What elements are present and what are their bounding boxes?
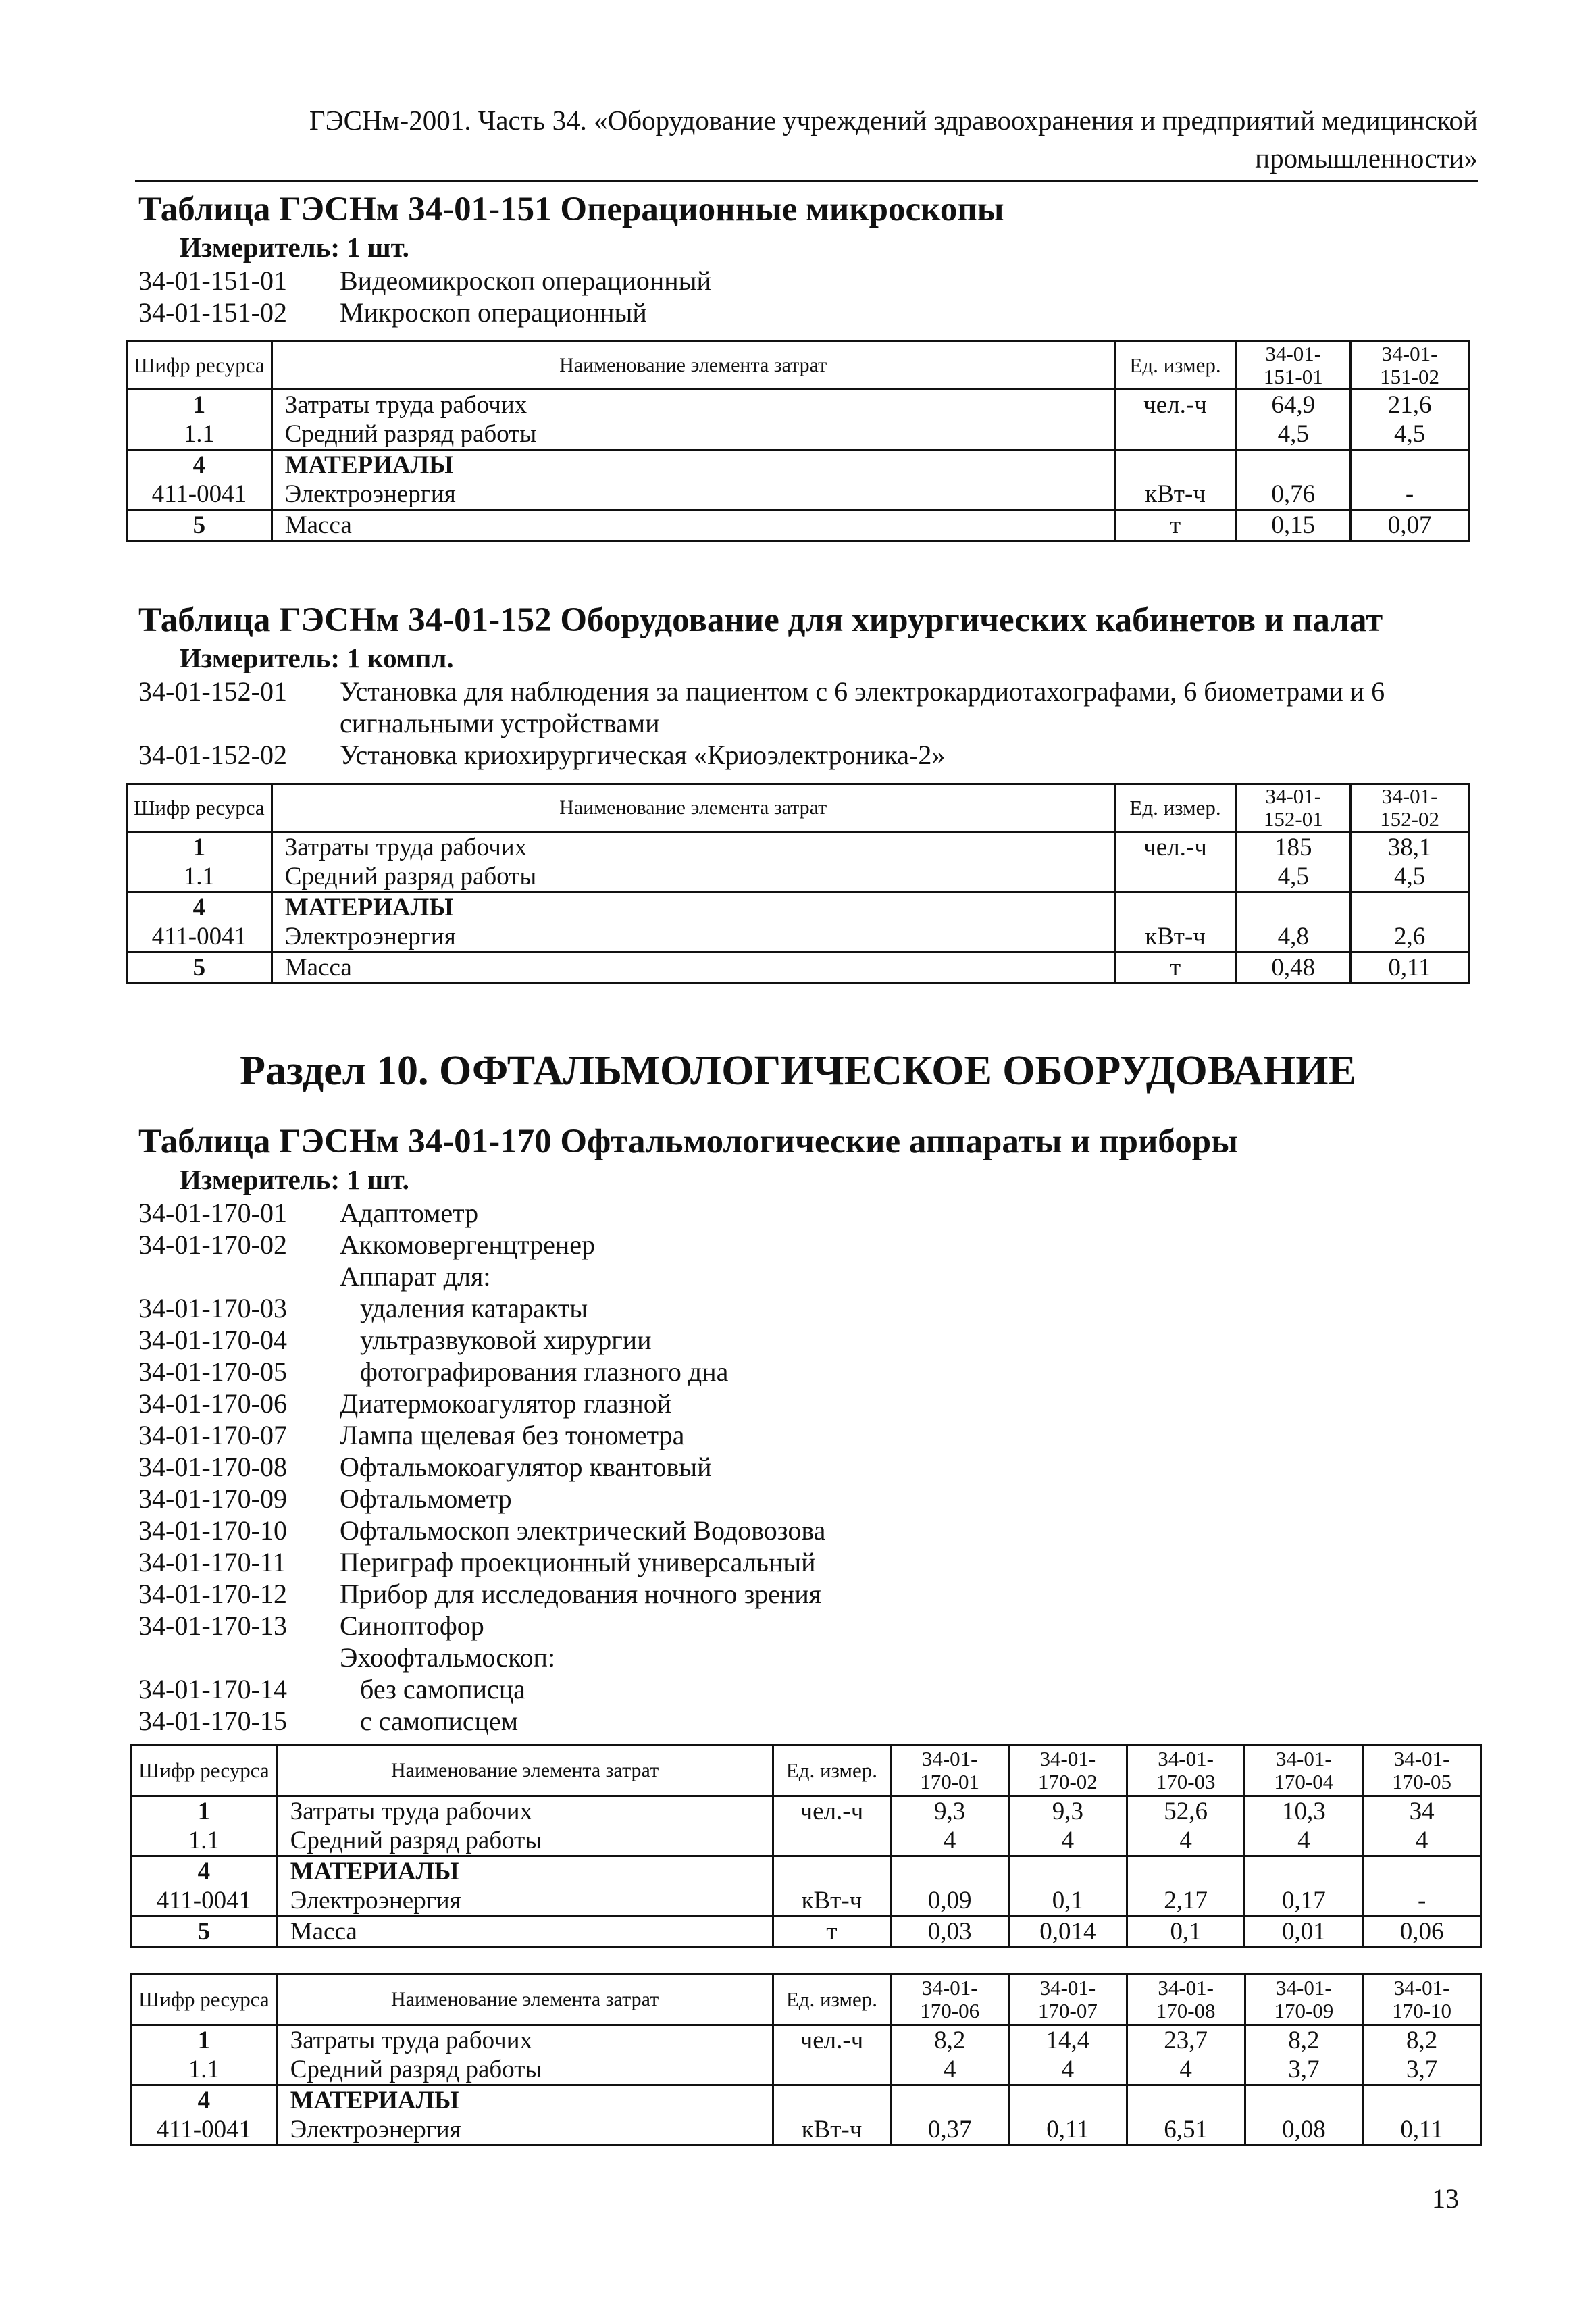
cell-name: МАТЕРИАЛЫ (277, 1856, 773, 1887)
header-rate-code (1009, 1745, 1127, 1796)
cell-value (1351, 450, 1469, 480)
cell-value: 0,06 (1363, 1916, 1481, 1948)
cell-value: 9,3 (1009, 1796, 1127, 1827)
item-code: 34-01-170-03 (138, 1293, 287, 1323)
rate-code-part: 170-01 (920, 1769, 980, 1794)
item-code (138, 1261, 340, 1292)
cell-value: 14,4 (1009, 2025, 1127, 2056)
cell-value: 0,11 (1009, 2115, 1127, 2145)
table-row (127, 892, 1469, 923)
item-name: Установка криохирургическая «Криоэлектроника-2» (340, 740, 946, 770)
item-row (138, 676, 1483, 739)
header-rate-code (1245, 1745, 1363, 1796)
rate-code-part: 151-02 (1380, 365, 1439, 388)
cell-unit: кВт-ч (1114, 922, 1236, 952)
table-header-row (127, 342, 1469, 390)
header-name: Наименование элемента затрат (272, 784, 1114, 832)
rate-code-part: 34-01- (1393, 1975, 1450, 2000)
item-name: Диатермокоагулятор глазной (340, 1388, 672, 1419)
item-row (138, 1419, 1483, 1451)
table-151-title: Таблица ГЭСНм 34-01-151 Операционные микроскопы (138, 190, 1004, 228)
rate-code-part: 170-03 (1156, 1769, 1216, 1794)
header-rate-code (1236, 342, 1351, 390)
item-code: 34-01-170-01 (138, 1198, 287, 1228)
item-row (138, 265, 1483, 297)
item-name: удаления катаракты (360, 1293, 588, 1323)
header-rate-code (891, 1974, 1009, 2025)
item-row (138, 739, 1483, 771)
header-name: Наименование элемента затрат (272, 342, 1114, 390)
table-row (127, 480, 1469, 510)
table-170-measure: Измеритель: 1 шт. (180, 1164, 409, 1195)
cell-value (1245, 2085, 1363, 2116)
cell-unit: т (1114, 510, 1236, 541)
header-rate-code (1351, 784, 1469, 832)
header-rule (135, 180, 1478, 182)
rate-code-part: 34-01- (1276, 1975, 1332, 2000)
cell-code: 411-0041 (127, 480, 272, 510)
cell-value: 0,08 (1245, 2115, 1363, 2145)
rate-code-part: 34-01- (1381, 342, 1438, 365)
table-row (131, 2055, 1481, 2085)
cell-value: 8,2 (891, 2025, 1009, 2056)
table-151-item-list (138, 265, 1483, 328)
item-name: Синоптофор (340, 1610, 484, 1641)
cell-value: 4,8 (1236, 922, 1351, 952)
item-code: 34-01-170-09 (138, 1483, 287, 1514)
header-rate-code (891, 1745, 1009, 1796)
rate-code-part: 170-05 (1392, 1769, 1452, 1794)
rate-code-part: 34-01- (1265, 784, 1322, 808)
cell-name: Затраты труда рабочих (272, 390, 1114, 420)
table-row (131, 2115, 1481, 2145)
item-row (138, 1451, 1483, 1483)
cell-unit: чел.-ч (1114, 390, 1236, 420)
header-rate-code (1236, 784, 1351, 832)
cell-value (1009, 2085, 1127, 2116)
cell-name: Затраты труда рабочих (277, 2025, 773, 2056)
rate-code-part: 170-09 (1274, 1998, 1334, 2023)
cell-value (1236, 892, 1351, 923)
item-name: Эхоофтальмоскоп: (340, 1642, 556, 1673)
item-code: 34-01-170-05 (138, 1356, 287, 1387)
rate-code-part: 34-01- (921, 1746, 978, 1771)
item-row (138, 1546, 1483, 1578)
cell-value: 0,09 (891, 1886, 1009, 1916)
rate-code-part: 170-08 (1156, 1998, 1216, 2023)
cell-value: 4 (1127, 2055, 1245, 2085)
table-header-row (127, 784, 1469, 832)
table-row (127, 390, 1469, 420)
cell-name: МАТЕРИАЛЫ (272, 892, 1114, 923)
table-row (131, 1886, 1481, 1916)
item-code: 34-01-170-12 (138, 1579, 287, 1609)
item-row (138, 1292, 1483, 1324)
item-code: 34-01-170-02 (138, 1229, 287, 1260)
table-row (127, 450, 1469, 480)
table-152-title: Таблица ГЭСНм 34-01-152 Оборудование для хирургических кабинетов и палат (138, 601, 1383, 639)
cell-value: 0,014 (1009, 1916, 1127, 1948)
cell-value (1009, 1856, 1127, 1887)
cell-name: Масса (272, 952, 1114, 984)
cell-value: 64,9 (1236, 390, 1351, 420)
cell-value: 0,1 (1009, 1886, 1127, 1916)
item-name: Аккомовергенцтренер (340, 1229, 596, 1260)
cell-value: - (1351, 480, 1469, 510)
item-code: 34-01-151-02 (138, 297, 287, 328)
item-code: 34-01-170-07 (138, 1420, 287, 1450)
cell-value (1245, 1856, 1363, 1887)
item-name: Офтальмометр (340, 1483, 512, 1514)
rate-code-part: 34-01- (1158, 1746, 1214, 1771)
item-name: Установка для наблюдения за пациентом с 6 электрокардиотахографами, 6 биометрами и 6 сигнальными устройствами (340, 676, 1385, 738)
item-name: ультразвуковой хирургии (360, 1325, 652, 1355)
cell-code: 4 (131, 1856, 278, 1887)
cell-name: Масса (277, 1916, 773, 1948)
table-row (127, 922, 1469, 952)
cell-value: 4 (1245, 1826, 1363, 1856)
item-row (138, 1483, 1483, 1515)
cell-code: 4 (131, 2085, 278, 2116)
table-row (131, 2085, 1481, 2116)
cell-unit: кВт-ч (1114, 480, 1236, 510)
table-row (131, 1916, 1481, 1948)
table-152-section (134, 599, 1483, 984)
cell-name: Средний разряд работы (272, 862, 1114, 892)
cell-unit: кВт-ч (773, 1886, 891, 1916)
item-row (138, 1388, 1483, 1419)
cell-unit (1114, 420, 1236, 450)
table-170-section (138, 1120, 1483, 2146)
table-170-part-2 (130, 1973, 1482, 2146)
item-code: 34-01-170-04 (138, 1325, 287, 1355)
table-header-row (131, 1745, 1481, 1796)
header-code: Шифр ресурса (131, 1745, 278, 1796)
cell-value: 4,5 (1351, 420, 1469, 450)
table-row (131, 1856, 1481, 1887)
cell-code: 5 (131, 1916, 278, 1948)
table-170-part-1 (130, 1744, 1482, 1948)
cell-value: 4 (891, 1826, 1009, 1856)
cell-value: 23,7 (1127, 2025, 1245, 2056)
header-unit: Ед. измер. (1114, 342, 1236, 390)
header-name: Наименование элемента затрат (277, 1745, 773, 1796)
cell-value: 10,3 (1245, 1796, 1363, 1827)
table-row (127, 952, 1469, 984)
item-row (138, 297, 1483, 328)
item-name: Периграф проекционный универсальный (340, 1547, 816, 1577)
page-number: 13 (1432, 2183, 1459, 2214)
cell-value: 0,07 (1351, 510, 1469, 541)
table-row (131, 1826, 1481, 1856)
cell-value: 34 (1363, 1796, 1481, 1827)
item-name: Офтальмокоагулятор квантовый (340, 1452, 712, 1482)
cell-value: 38,1 (1351, 832, 1469, 863)
item-code: 34-01-170-10 (138, 1515, 287, 1546)
item-code: 34-01-170-15 (138, 1706, 287, 1736)
cell-value: 0,1 (1127, 1916, 1245, 1948)
cell-code: 411-0041 (131, 2115, 278, 2145)
cell-value: 2,17 (1127, 1886, 1245, 1916)
cell-name: Масса (272, 510, 1114, 541)
header-rate-code (1245, 1974, 1363, 2025)
cell-value: 0,37 (891, 2115, 1009, 2145)
rate-code-part: 170-06 (920, 1998, 980, 2023)
cell-name: Средний разряд работы (272, 420, 1114, 450)
cell-value (1351, 892, 1469, 923)
item-row (138, 1642, 1483, 1673)
item-code: 34-01-152-02 (138, 740, 287, 770)
table-170-title: Таблица ГЭСНм 34-01-170 Офтальмологические аппараты и приборы (138, 1123, 1238, 1161)
cell-value: 3,7 (1245, 2055, 1363, 2085)
cell-value: 2,6 (1351, 922, 1469, 952)
cell-name: Затраты труда рабочих (277, 1796, 773, 1827)
cell-code: 411-0041 (131, 1886, 278, 1916)
item-name: Аппарат для: (340, 1261, 491, 1292)
header-rate-code (1127, 1745, 1245, 1796)
table-152-measure: Измеритель: 1 компл. (180, 642, 454, 673)
cell-value: 21,6 (1351, 390, 1469, 420)
item-name: без самописца (360, 1674, 525, 1704)
table-header-row (131, 1974, 1481, 2025)
cell-unit: т (773, 1916, 891, 1948)
cell-code: 5 (127, 510, 272, 541)
header-rate-code (1363, 1974, 1481, 2025)
cell-value: 0,11 (1363, 2115, 1481, 2145)
cell-value: 4 (891, 2055, 1009, 2085)
cell-value: 0,76 (1236, 480, 1351, 510)
cell-code: 1.1 (127, 862, 272, 892)
cell-code: 1.1 (131, 1826, 278, 1856)
cell-code: 4 (127, 450, 272, 480)
cell-value: 4,5 (1236, 420, 1351, 450)
table-151-measure: Измеритель: 1 шт. (180, 232, 409, 263)
item-name: Офтальмоскоп электрический Водовозова (340, 1515, 826, 1546)
cell-unit (1114, 892, 1236, 923)
section-heading: Раздел 10. ОФТАЛЬМОЛОГИЧЕСКОЕ ОБОРУДОВАНИЕ (240, 1048, 1356, 1094)
item-code: 34-01-170-06 (138, 1388, 287, 1419)
cell-unit (773, 2085, 891, 2116)
cell-code: 4 (127, 892, 272, 923)
item-row (138, 1578, 1483, 1610)
cell-value: 9,3 (891, 1796, 1009, 1827)
item-row (138, 1705, 1483, 1737)
cell-unit (773, 2055, 891, 2085)
header-code: Шифр ресурса (131, 1974, 278, 2025)
header-rate-code (1009, 1974, 1127, 2025)
rate-code-part: 170-10 (1392, 1998, 1452, 2023)
rate-code-part: 34-01- (1276, 1746, 1332, 1771)
header-line-1: ГЭСНм-2001. Часть 34. «Оборудование учреждений здравоохранения и предприятий медицинской (309, 105, 1478, 136)
item-code: 34-01-152-01 (138, 676, 287, 707)
cell-unit: чел.-ч (773, 1796, 891, 1827)
cell-unit: т (1114, 952, 1236, 984)
cell-value: 52,6 (1127, 1796, 1245, 1827)
header-unit: Ед. измер. (1114, 784, 1236, 832)
item-name: фотографирования глазного дна (360, 1356, 729, 1387)
rate-code-part: 170-07 (1038, 1998, 1098, 2023)
cell-value (891, 2085, 1009, 2116)
cell-value (891, 1856, 1009, 1887)
header-line-2: промышленности» (1255, 143, 1478, 174)
cell-name: МАТЕРИАЛЫ (277, 2085, 773, 2116)
header-name: Наименование элемента затрат (277, 1974, 773, 2025)
table-151 (126, 340, 1470, 542)
cell-value: 8,2 (1363, 2025, 1481, 2056)
cell-value (1127, 1856, 1245, 1887)
item-row (138, 1515, 1483, 1546)
cell-name: Средний разряд работы (277, 1826, 773, 1856)
cell-name: Средний разряд работы (277, 2055, 773, 2085)
cell-code: 5 (127, 952, 272, 984)
cell-unit: чел.-ч (1114, 832, 1236, 863)
cell-value: 8,2 (1245, 2025, 1363, 2056)
table-170-item-list (138, 1197, 1483, 1737)
cell-unit: кВт-ч (773, 2115, 891, 2145)
table-row (131, 1796, 1481, 1827)
header-code: Шифр ресурса (127, 342, 272, 390)
cell-value: 4,5 (1236, 862, 1351, 892)
cell-unit (1114, 862, 1236, 892)
item-name: Лампа щелевая без тонометра (340, 1420, 685, 1450)
cell-value: 0,48 (1236, 952, 1351, 984)
rate-code-part: 34-01- (1393, 1746, 1450, 1771)
cell-name: Затраты труда рабочих (272, 832, 1114, 863)
header-unit: Ед. измер. (773, 1745, 891, 1796)
cell-value: 4 (1009, 1826, 1127, 1856)
cell-unit: чел.-ч (773, 2025, 891, 2056)
item-code: 34-01-170-08 (138, 1452, 287, 1482)
item-name: Видеомикроскоп операционный (340, 265, 711, 296)
item-code: 34-01-170-13 (138, 1610, 287, 1641)
item-name: Прибор для исследования ночного зрения (340, 1579, 822, 1609)
item-row (138, 1261, 1483, 1292)
cell-name: Электроэнергия (277, 1886, 773, 1916)
table-row (127, 420, 1469, 450)
header-unit: Ед. измер. (773, 1974, 891, 2025)
cell-code: 1.1 (127, 420, 272, 450)
table-152 (126, 783, 1470, 984)
cell-value (1363, 2085, 1481, 2116)
table-row (127, 862, 1469, 892)
rate-code-part: 34-01- (1039, 1746, 1096, 1771)
cell-value (1363, 1856, 1481, 1887)
item-code (138, 1642, 340, 1673)
cell-value: 0,03 (891, 1916, 1009, 1948)
item-row (138, 1324, 1483, 1356)
cell-unit (1114, 450, 1236, 480)
cell-value: 0,15 (1236, 510, 1351, 541)
item-row (138, 1673, 1483, 1705)
cell-value: 185 (1236, 832, 1351, 863)
cell-value: 4 (1009, 2055, 1127, 2085)
rate-code-part: 34-01- (1381, 784, 1438, 808)
cell-code: 1 (131, 2025, 278, 2056)
cell-name: МАТЕРИАЛЫ (272, 450, 1114, 480)
cell-value: 0,01 (1245, 1916, 1363, 1948)
cell-value: 4 (1363, 1826, 1481, 1856)
rate-code-part: 170-02 (1037, 1769, 1098, 1794)
rate-code-part: 34-01- (1265, 342, 1322, 365)
item-name: Микроскоп операционный (340, 297, 647, 328)
item-row (138, 1610, 1483, 1642)
item-row (138, 1229, 1483, 1261)
cell-value (1236, 450, 1351, 480)
cell-code: 1 (127, 832, 272, 863)
item-code: 34-01-151-01 (138, 265, 287, 296)
cell-value (1127, 2085, 1245, 2116)
cell-code: 1 (131, 1796, 278, 1827)
cell-value: 0,11 (1351, 952, 1469, 984)
rate-code-part: 34-01- (1039, 1975, 1096, 2000)
cell-value: 0,17 (1245, 1886, 1363, 1916)
rate-code-part: 34-01- (921, 1975, 978, 2000)
header-rate-code (1363, 1745, 1481, 1796)
item-row (138, 1356, 1483, 1388)
rate-code-part: 151-01 (1263, 365, 1323, 388)
cell-value: 3,7 (1363, 2055, 1481, 2085)
cell-value: 4 (1127, 1826, 1245, 1856)
rate-code-part: 152-01 (1263, 807, 1323, 831)
item-code: 34-01-170-14 (138, 1674, 287, 1704)
table-row (131, 2025, 1481, 2056)
cell-code: 1.1 (131, 2055, 278, 2085)
rate-code-part: 170-04 (1274, 1769, 1334, 1794)
cell-name: Электроэнергия (272, 922, 1114, 952)
cell-unit (773, 1856, 891, 1887)
cell-name: Электроэнергия (272, 480, 1114, 510)
table-151-section (134, 188, 1483, 542)
cell-name: Электроэнергия (277, 2115, 773, 2145)
cell-code: 411-0041 (127, 922, 272, 952)
header-code: Шифр ресурса (127, 784, 272, 832)
item-name: Адаптометр (340, 1198, 479, 1228)
cell-value: 6,51 (1127, 2115, 1245, 2145)
header-rate-code (1127, 1974, 1245, 2025)
cell-code: 1 (127, 390, 272, 420)
table-row (127, 832, 1469, 863)
cell-unit (773, 1826, 891, 1856)
rate-code-part: 34-01- (1158, 1975, 1214, 2000)
running-header (135, 101, 1478, 177)
item-code: 34-01-170-11 (138, 1547, 286, 1577)
item-name: с самописцем (360, 1706, 519, 1736)
header-rate-code (1351, 342, 1469, 390)
cell-value: 4,5 (1351, 862, 1469, 892)
cell-value: - (1363, 1886, 1481, 1916)
item-row (138, 1197, 1483, 1229)
rate-code-part: 152-02 (1380, 807, 1439, 831)
table-152-item-list (138, 676, 1483, 771)
table-row (127, 510, 1469, 541)
